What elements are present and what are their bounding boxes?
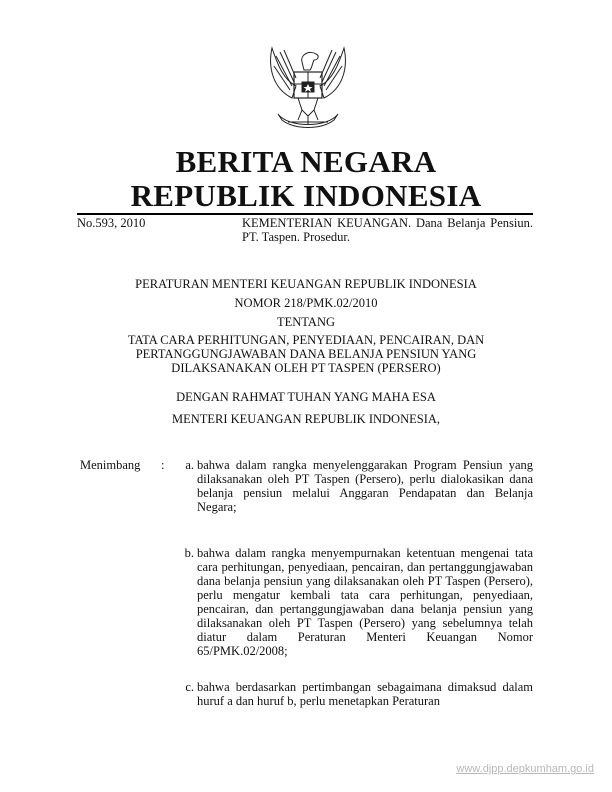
- gazette-title-line-2: REPUBLIK INDONESIA: [130, 178, 482, 213]
- garuda-emblem-icon: [258, 36, 358, 136]
- header-divider: [77, 213, 533, 215]
- gazette-description: KEMENTERIAN KEUANGAN. Dana Belanja Pensiun. PT. Taspen. Prosedur.: [242, 216, 533, 244]
- regulation-subject-line: TATA CARA PERHITUNGAN, PENYEDIAAN, PENCAIRAN, DAN: [127, 333, 485, 347]
- menimbang-item-a: [172, 458, 533, 514]
- item-marker: c.: [185, 680, 194, 694]
- item-marker: a.: [185, 458, 194, 472]
- item-marker: b.: [184, 546, 194, 560]
- menimbang-colon: :: [161, 458, 165, 472]
- regulation-tentang: TENTANG: [276, 315, 335, 329]
- watermark-link[interactable]: www.djpp.depkumham.go.id: [456, 763, 594, 775]
- menimbang-item-c: [168, 680, 533, 708]
- item-text: bahwa dalam rangka menyempurnakan ketentuan mengenai tata cara perhitungan, penyediaan, pencairan, dan pertanggungjawaban dana belanja pensiun yang dilaksanakan oleh PT Taspen (Persero), perlu mengatur kembali tata cara perhitungan, penyediaan, pencairan, dan pertanggungjawaban dana belanja pensiun yang dilaksanakan oleh PT Taspen (Persero) yang sebelumnya telah diatur dalam Peraturan Menteri Keuangan Nomor 65/PMK.02/2008;: [197, 546, 533, 658]
- gazette-number: No.593, 2010: [77, 216, 146, 230]
- regulation-number: NOMOR 218/PMK.02/2010: [234, 296, 378, 310]
- regulation-subject: [0, 333, 612, 375]
- invocation: DENGAN RAHMAT TUHAN YANG MAHA ESA: [176, 390, 436, 404]
- gazette-title-line-1: BERITA NEGARA: [175, 144, 437, 179]
- menimbang-label: Menimbang: [80, 458, 141, 472]
- item-text: bahwa berdasarkan pertimbangan sebagaimana dimaksud dalam huruf a dan huruf b, perlu menetapkan Peraturan: [197, 680, 533, 708]
- menimbang-item-b: [168, 546, 533, 658]
- regulation-subject-line: PERTANGGUNGJAWABAN DANA BELANJA PENSIUN YANG: [135, 347, 477, 361]
- issuer: MENTERI KEUANGAN REPUBLIK INDONESIA,: [171, 412, 441, 426]
- item-text: bahwa dalam rangka menyelenggarakan Program Pensiun yang dilaksanakan oleh PT Taspen (Persero), perlu dialokasikan dana belanja pensiun melalui Anggaran Pendapatan dan Belanja Negara;: [197, 458, 533, 514]
- regulation-title: PERATURAN MENTERI KEUANGAN REPUBLIK INDONESIA: [135, 277, 477, 291]
- regulation-subject-line: DILAKSANAKAN OLEH PT TASPEN (PERSERO): [171, 361, 441, 375]
